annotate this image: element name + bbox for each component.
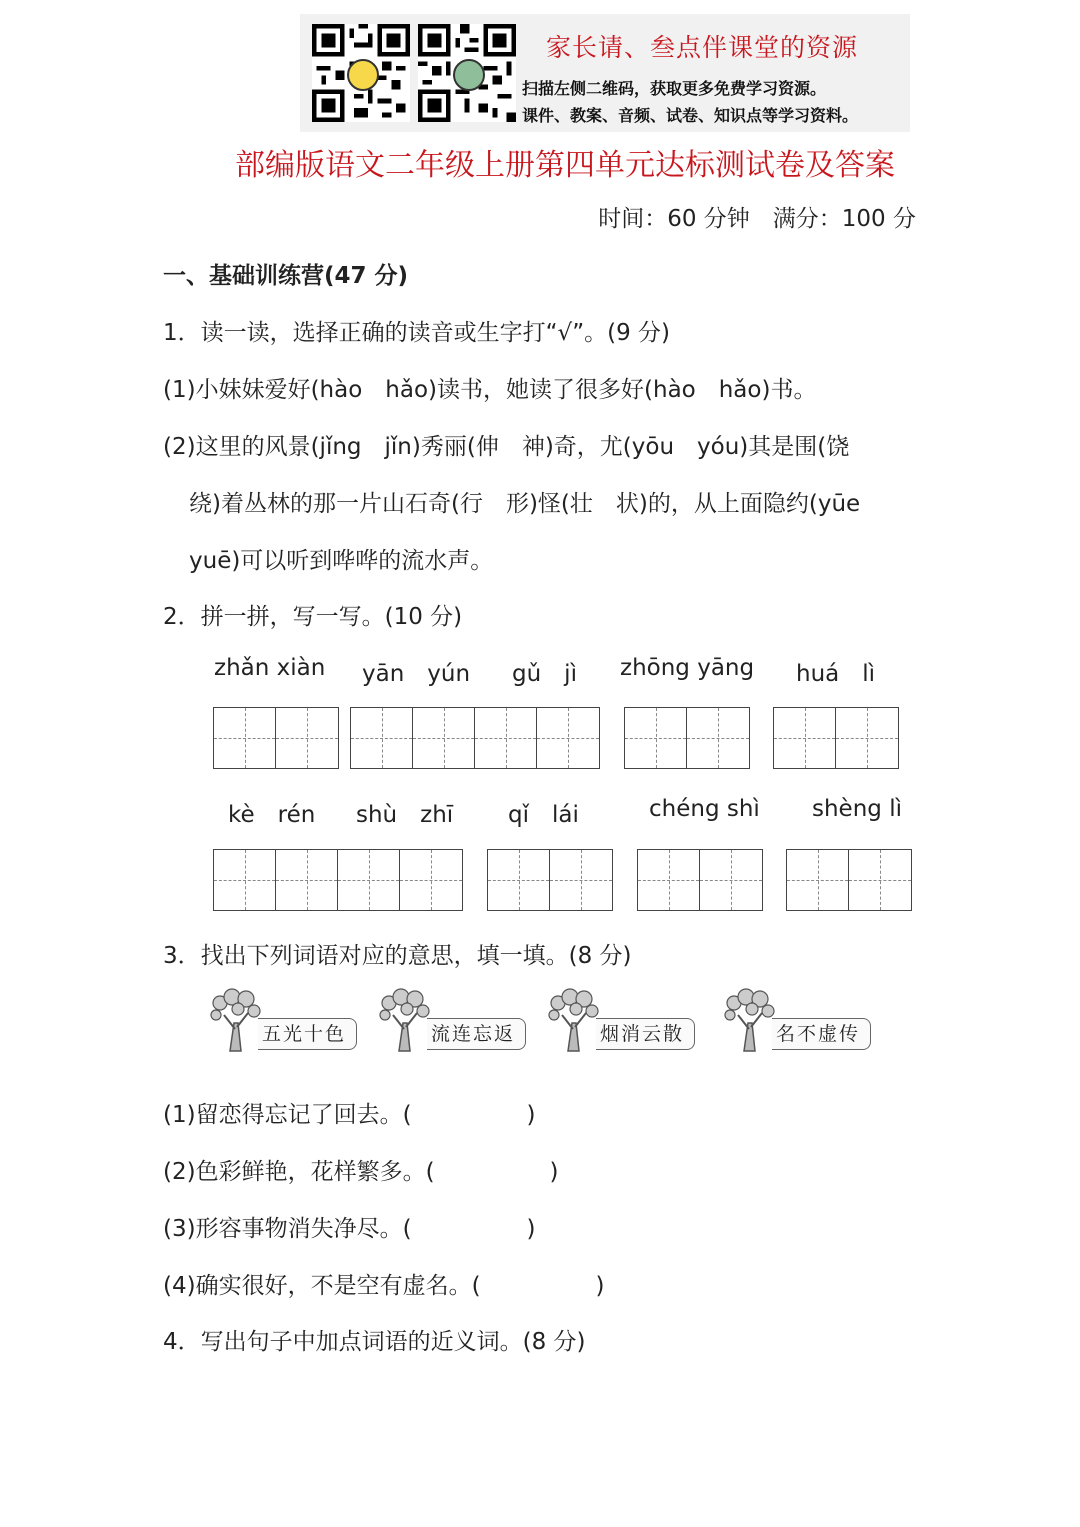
banner-line-1: 扫描左侧二维码，获取更多免费学习资源。 (522, 79, 827, 98)
question-3-title: 3．找出下列词语对应的意思，填一填。(8 分) (163, 943, 632, 969)
idiom-card (208, 985, 358, 1055)
question-1-item-1: (1)小妹妹爱好(hào hǎo)读书，她读了很多好(hào hǎo)书。 (163, 377, 817, 403)
question-1-item-2: (2)这里的风景(jǐng jǐn)秀丽(伸 神)奇，尤(yōu yóu)其是围(饶 (163, 434, 850, 460)
writing-grid[interactable] (773, 707, 899, 769)
pinyin-label: shù zhī (356, 802, 454, 828)
idiom-card (722, 985, 872, 1055)
exam-meta: 时间：60 分钟 满分：100 分 (598, 206, 916, 232)
pinyin-label: yān yún (362, 661, 471, 687)
idiom-card (546, 985, 696, 1055)
page-title: 部编版语文二年级上册第四单元达标测试卷及答案 (235, 148, 895, 183)
question-2-title: 2．拼一拼，写一写。(10 分) (163, 604, 463, 630)
idiom-card (377, 985, 527, 1055)
writing-grid[interactable] (637, 849, 763, 911)
idiom-label: 流连忘返 (427, 1018, 526, 1050)
idiom-label: 名不虚传 (772, 1018, 871, 1050)
question-3-item[interactable]: (1)留恋得忘记了回去。( ) (163, 1102, 536, 1128)
writing-grid[interactable] (350, 707, 600, 769)
qr-code-icon[interactable] (312, 24, 410, 122)
writing-grid[interactable] (786, 849, 912, 911)
question-4-title: 4．写出句子中加点词语的近义词。(8 分) (163, 1329, 586, 1355)
writing-grid[interactable] (487, 849, 613, 911)
question-1-item-2-cont: yuē)可以听到哗哗的流水声。 (189, 548, 494, 574)
writing-grid[interactable] (213, 849, 463, 911)
question-3-item[interactable]: (4)确实很好，不是空有虚名。( ) (163, 1273, 605, 1299)
pinyin-label: gǔ jì (512, 661, 577, 687)
question-1-item-2-cont: 绕)着丛林的那一片山石奇(行 形)怪(壮 状)的，从上面隐约(yūe (189, 491, 861, 517)
idiom-label: 五光十色 (258, 1018, 357, 1050)
pinyin-label: huá lì (796, 661, 876, 687)
header-banner (300, 14, 910, 132)
idiom-label: 烟消云散 (596, 1018, 695, 1050)
section-heading: 一、基础训练营(47 分) (163, 263, 409, 289)
writing-grid[interactable] (213, 707, 339, 769)
logo-badge-icon (347, 59, 379, 91)
qr-code-icon[interactable] (418, 24, 516, 122)
banner-line-2: 课件、教案、音频、试卷、知识点等学习资料。 (522, 106, 859, 125)
pinyin-label: kè rén (228, 802, 316, 828)
question-1-title: 1．读一读，选择正确的读音或生字打“√”。(9 分) (163, 320, 671, 346)
pinyin-label: zhǎn xiàn (214, 655, 326, 681)
question-3-item[interactable]: (3)形容事物消失净尽。( ) (163, 1216, 536, 1242)
logo-badge-icon (453, 59, 485, 91)
question-3-item[interactable]: (2)色彩鲜艳，花样繁多。( ) (163, 1159, 559, 1185)
pinyin-label: zhōng yāng (620, 655, 755, 681)
pinyin-label: qǐ lái (508, 802, 579, 828)
pinyin-label: chéng shì (649, 796, 760, 822)
pinyin-label: shèng lì (812, 796, 902, 822)
writing-grid[interactable] (624, 707, 750, 769)
banner-title: 家长请、叁点伴课堂的资源 (546, 33, 859, 62)
